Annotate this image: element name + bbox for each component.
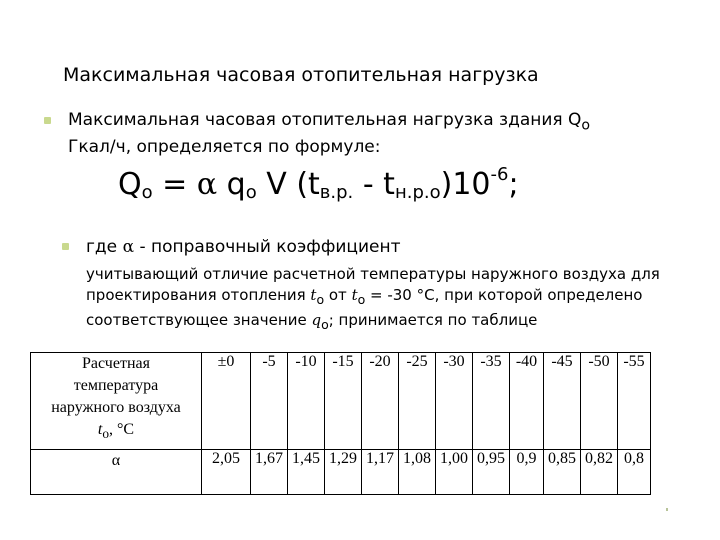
where-alpha: α [122, 237, 135, 257]
temp-cell: -30 [436, 353, 473, 450]
header-t: t [97, 421, 103, 438]
temp-cell: -55 [618, 353, 651, 450]
header-t-sub: o [102, 426, 110, 442]
paragraph-line1-sub: o [581, 117, 591, 134]
note-t2: t [351, 286, 358, 304]
alpha-cell: 1,29 [325, 450, 362, 495]
header-unit: , °С [109, 421, 135, 438]
where-line [86, 237, 401, 257]
note-line3-b: ; принимается по таблице [328, 311, 538, 329]
temp-cell: -25 [399, 353, 436, 450]
slide-number-mark [666, 508, 668, 511]
note-q: q [311, 311, 322, 329]
note-q-sub: o [321, 317, 329, 332]
temp-cell: -20 [362, 353, 399, 450]
alpha-cell: 1,00 [436, 450, 473, 495]
temp-cell: -35 [473, 353, 510, 450]
formula-alpha: α [196, 167, 218, 202]
note-line1: учитывающий отличие расчетной температуры наружного воздуха для [86, 265, 660, 283]
formula-eq: = [152, 167, 197, 202]
alpha-cell: 1,17 [362, 450, 399, 495]
note-t: t [310, 286, 317, 304]
formula-close: )10 [440, 167, 491, 202]
formula-end: ; [508, 167, 519, 202]
note-line2-b: от [324, 286, 352, 304]
header-line: наружного воздуха [51, 399, 181, 416]
note-line3-a: соответствующее значение [86, 311, 312, 329]
header-line: температура [73, 377, 159, 394]
paragraph-line1: Максимальная часовая отопительная нагрузка здания Q [68, 110, 582, 130]
temp-cell: -5 [251, 353, 288, 450]
where-suffix: - поправочный коэффициент [134, 237, 401, 257]
temp-cell: -10 [288, 353, 325, 450]
alpha-cell: 2,05 [202, 450, 251, 495]
alpha-cell: 1,67 [251, 450, 288, 495]
formula-t2-sub: н.р.о [394, 182, 441, 203]
alpha-cell: 1,45 [288, 450, 325, 495]
header-line: Расчетная [82, 355, 150, 372]
formula-q-sub: o [141, 182, 153, 203]
table-header-temperature [31, 353, 202, 450]
note-t2-sub: o [357, 292, 366, 307]
alpha-cell: 0,95 [473, 450, 510, 495]
where-prefix: где [86, 237, 123, 257]
bullet-icon [44, 117, 51, 124]
paragraph-line2: Гкал/ч, определяется по формуле: [68, 137, 381, 158]
formula-minus: - t [353, 167, 395, 202]
temp-cell: -40 [510, 353, 544, 450]
formula-v: V (t [256, 167, 320, 202]
formula-q: Q [118, 167, 142, 202]
bullet-icon [62, 243, 69, 250]
formula-q2: q [217, 167, 246, 202]
temp-cell: -15 [325, 353, 362, 450]
formula-exp: -6 [490, 164, 509, 185]
description-paragraph [68, 109, 628, 158]
formula-t1-sub: в.р. [319, 182, 354, 203]
alpha-cell: 0,9 [510, 450, 544, 495]
coefficient-note [86, 264, 686, 335]
temp-cell: ±0 [202, 353, 251, 450]
table-header-alpha [31, 450, 202, 495]
alpha-cell: 0,8 [618, 450, 651, 495]
table-row-temperature [31, 353, 651, 450]
temp-cell: -50 [581, 353, 618, 450]
alpha-cell: 0,85 [544, 450, 581, 495]
formula-q2-sub: o [245, 182, 257, 203]
slide-title: Максимальная часовая отопительная нагрузка [63, 64, 539, 86]
alpha-coefficient-table [30, 352, 651, 495]
table-row-alpha [31, 450, 651, 495]
alpha-cell: 0,82 [581, 450, 618, 495]
note-line2-c: = -30 °С, при которой определено [365, 286, 643, 304]
note-line2-a: проектирования отопления [86, 286, 311, 304]
heat-load-formula [118, 164, 519, 203]
alpha-label: α [111, 452, 121, 469]
note-t-sub: o [316, 292, 325, 307]
temp-cell: -45 [544, 353, 581, 450]
alpha-cell: 1,08 [399, 450, 436, 495]
